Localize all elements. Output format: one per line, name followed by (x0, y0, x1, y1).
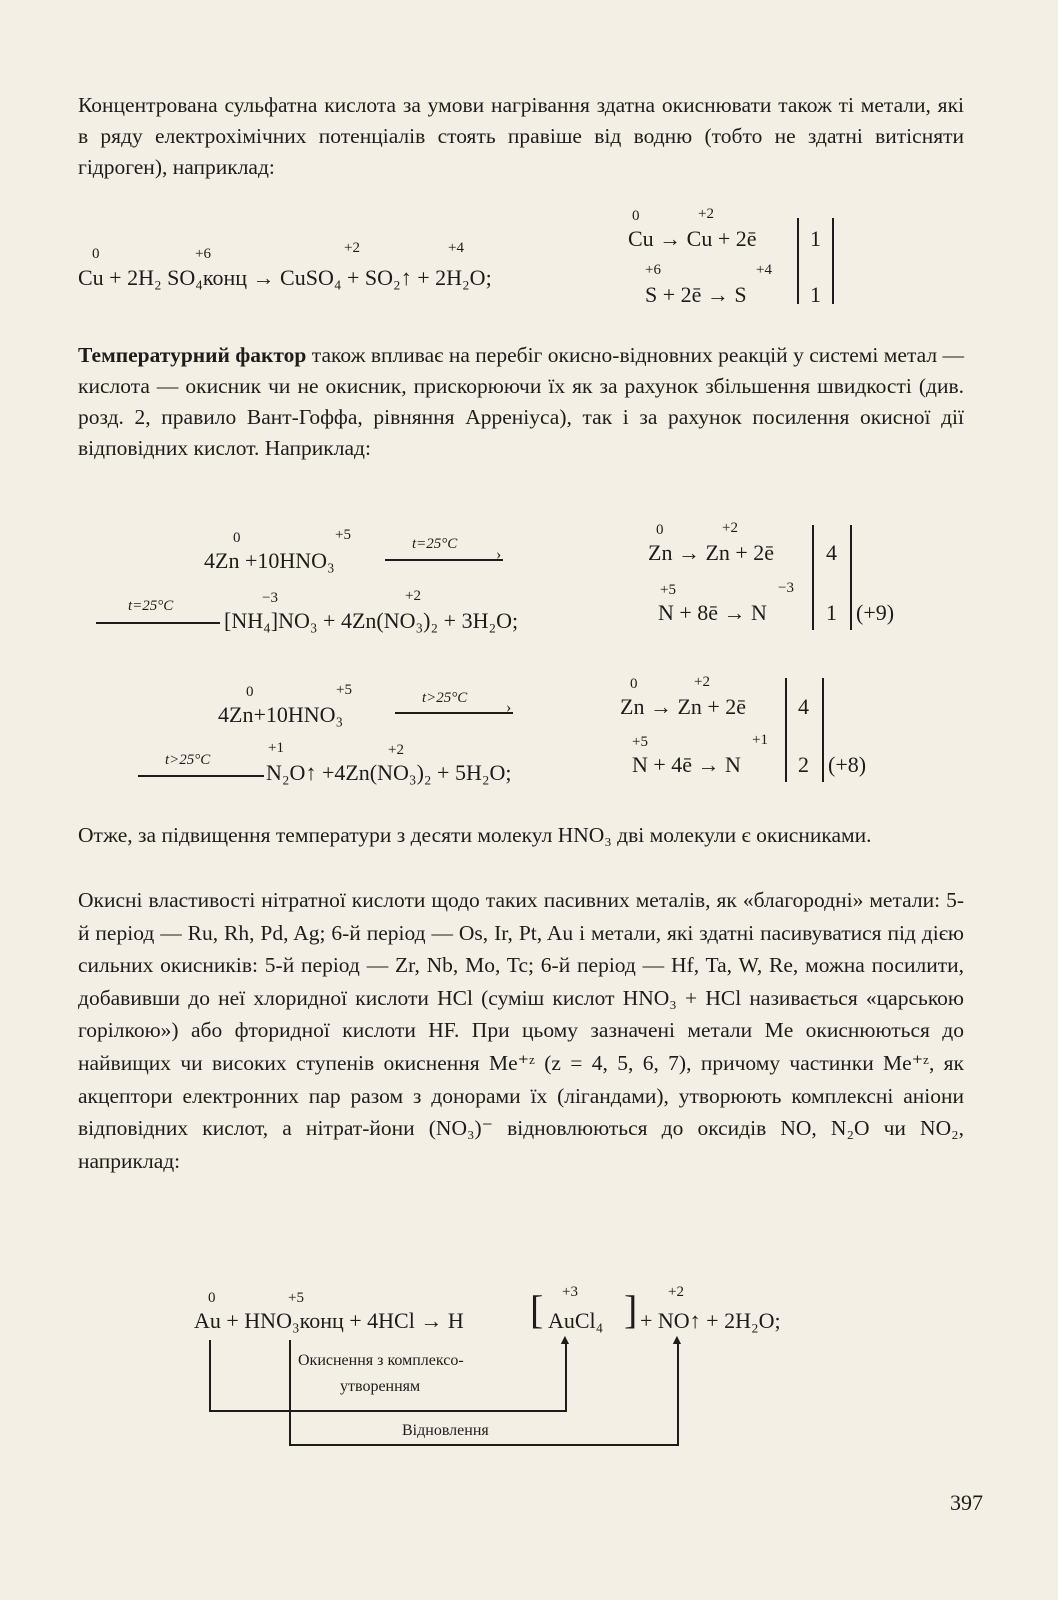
ox-state: +5 (660, 582, 676, 598)
ox-state: +2 (698, 206, 714, 222)
ox-state: +2 (405, 588, 421, 604)
ox-state: +2 (344, 240, 360, 256)
ox-state: −3 (778, 580, 794, 596)
ox-state: 0 (630, 676, 638, 692)
ox-state: +2 (668, 1284, 684, 1300)
bold-term: Температурний фактор (78, 343, 307, 367)
reduction-label: Відновлення (402, 1422, 489, 1439)
electron-total: (+8) (828, 752, 867, 777)
ox-state: +3 (562, 1284, 578, 1300)
oxidation-label: Окиснення з комплексо- (298, 1352, 464, 1369)
ox-state: +5 (336, 682, 352, 698)
ox-state: 0 (246, 684, 254, 700)
divider (812, 525, 814, 630)
half-reaction: Zn → Zn + 2ē (620, 694, 747, 719)
equation-main: Cu + 2H₂ SO₄конц → CuSO₄ + SO₂↑ + 2H₂O; (78, 265, 492, 290)
half-reaction: S + 2ē → S (645, 282, 747, 307)
electron-total: (+9) (856, 600, 895, 625)
ox-state: +5 (288, 1290, 304, 1306)
ox-state: +4 (756, 262, 772, 278)
ox-state: 0 (632, 208, 640, 224)
coefficient: 1 (810, 226, 821, 251)
paragraph-4: Окисні властивості нітратної кислоти щодо таких пасивних металів, як «благородні» метали: 5-й період — Ru, Rh, Pd, Ag; 6-й період — Os, Ir, Pt, Au і метали, які здатні пасивуватися під дією сильних окисників: 5-й період — Zr, Nb, Mo, Tc; 6-й період — Hf, Ta, W, Re, можна посилити, добавивши до неї хлоридної кислоти HCl (суміш кислот HNO₃ + HCl називається «царською горілкою») або фторидної кислоти HF. При цьому зазначені метали Me окиснюються до найвищих чи високих ступенів окиснення Me⁺ᶻ (z = 4, 5, 6, 7), причому частинки Me⁺ᶻ, як акцептори електронних пар разом з донорами їх (лігандами), утворюють комплексні аніони відповідних кислот, а нітрат-йони (NO₃)⁻ відновлюються до оксидів NO, N₂O чи NO₂, наприклад: (78, 888, 964, 1173)
ox-state: +1 (752, 732, 768, 748)
paragraph-2-text: також впливає на перебіг окисно-відновних реакцій у системі метал — кислота — окисник чи не окисник, прискорюючи їх як за рахунок збільшення швидкості (див. розд. 2, правило Вант-Гоффа, рівняння Арреніуса), так і за рахунок посилення окисної дії відповідних кислот. Наприклад: (78, 343, 965, 460)
ox-state: +2 (694, 674, 710, 690)
ox-state: +2 (722, 520, 738, 536)
condition-label: t=25°C (412, 536, 458, 552)
condition-label: t=25°C (128, 598, 174, 614)
coefficient: 1 (826, 600, 837, 625)
ox-state: 0 (233, 530, 241, 546)
reaction-arrow (395, 712, 513, 714)
ox-state: +6 (645, 262, 661, 278)
equation-left: 4Zn+10HNO₃ (218, 702, 344, 727)
divider (822, 678, 824, 782)
complex-anion: AuCl₄ (548, 1308, 604, 1333)
reaction-arrow (138, 775, 264, 777)
oxidation-label-2: утворенням (340, 1378, 421, 1395)
equation-right: N₂O↑ +4Zn(NO₃)₂ + 5H₂O; (266, 760, 512, 785)
paragraph-1: Концентрована сульфатна кислота за умови нагрівання здатна окиснювати також ті метали, які в ряду електрохімічних потенціалів стоять правіше від водню (тобто не здатні витісняти гідроген), наприклад: (78, 93, 964, 179)
equation-main: Au + HNO₃конц + 4HCl → H (194, 1308, 464, 1333)
reaction-arrow (96, 622, 220, 624)
coefficient: 4 (798, 694, 809, 719)
equation-right: [NH₄]NO₃ + 4Zn(NO₃)₂ + 3H₂O; (224, 608, 519, 633)
ox-state: +4 (448, 240, 464, 256)
half-reaction: N + 4ē → N (632, 752, 741, 777)
ox-state: 0 (208, 1290, 216, 1306)
ox-state: 0 (656, 522, 664, 538)
ox-state: +1 (268, 740, 284, 756)
ox-state: +6 (195, 246, 211, 262)
page-number: 397 (950, 1490, 983, 1515)
equation-products: + NO↑ + 2H₂O; (640, 1308, 781, 1333)
ox-state: −3 (262, 590, 278, 606)
divider (832, 218, 834, 304)
condition-label: t>25°C (422, 690, 468, 706)
half-reaction: N + 8ē → N (658, 600, 767, 625)
divider (785, 678, 787, 782)
coefficient: 2 (798, 752, 809, 777)
half-reaction: Zn → Zn + 2ē (648, 540, 775, 565)
half-reaction: Cu → Cu + 2ē (628, 226, 757, 251)
textbook-page: Концентрована сульфатна кислота за умови нагрівання здатна окиснювати також ті метали, які в ряду електрохімічних потенціалів стоять правіше від водню (тобто не здатні витісняти гідроген), наприклад: 0 +6 +2 +4 Cu + 2H₂ SO₄конц → CuSO₄ + SO₂↑ + 2H₂O; 0 +2 Cu → Cu + 2ē 1 +6 +4 S + 2ē → S 1 Температурний фактор також впливає на перебіг окисно-відновних реакцій у системі метал — кислота — окисник чи не окисник, прискорюючи їх як за рахунок збільшення швидкості (див. розд. 2, правило Вант-Гоффа, рівняння Арреніуса), так і за рахунок посилення окисної дії відповідних кислот. Наприклад: 0 +5 4Zn +10HNO₃ t=25°C › t=25°C −3 +2 [NH₄]NO₃ + 4Zn(NO₃)₂ + 3H₂O; 0 +2 Zn → Zn + 2ē 4 +5 −3 N + 8ē → N 1 (+9) 0 +5 4Zn+10HNO₃ t>25°C › t>25°C +1 +2 N₂O↑ +4Zn(NO₃)₂ + 5H₂O; 0 +2 Zn → Zn + 2ē 4 +5 +1 N + 4ē → N 2 (+8) Отже, за підвищення температури з десяти молекул HNO₃ дві молекули є окисниками. Окисні властивості нітратної кислоти щодо таких пасивних металів, як «благородні» метали: 5-й період — Ru, Rh, Pd, Ag; 6-й період — Os, Ir, Pt, Au і метали, які здатні пасивуватися під дією сильних окисників: 5-й період — Zr, Nb, Mo, Tc; 6-й період — Hf, Ta, W, Re, можна посилити, добавивши до неї хлоридної кислоти HCl (суміш кислот HNO₃ + HCl називається «царською горілкою») або фторидної кислоти HF. При цьому зазначені метали Me окиснюються до найвищих чи високих ступенів окиснення Me⁺ᶻ (z = 4, 5, 6, 7), причому частинки Me⁺ᶻ, як акцептори електронних пар разом з донорами їх (лігандами), утворюють комплексні аніони відповідних кислот, а нітрат-йони (NO₃)⁻ відновлюються до оксидів NO, N₂O чи NO₂, наприклад: 0 +5 +3 +2 Au + HNO₃конц + 4HCl → H [ AuCl₄ ] + NO↑ + 2H₂O; ▲ Окиснення з комплексо- утворенням ▲ Відновлення 397 (0, 0, 1058, 1600)
equation-left: 4Zn +10HNO₃ (204, 548, 335, 573)
paragraph-2 (78, 340, 964, 464)
divider (797, 218, 799, 304)
divider (850, 525, 852, 630)
coefficient: 1 (810, 282, 821, 307)
condition-label: t>25°C (165, 752, 211, 768)
paragraph-3: Отже, за підвищення температури з десяти молекул HNO₃ дві молекули є окисниками. (78, 823, 872, 847)
ox-state: +5 (632, 734, 648, 750)
ox-state: 0 (92, 246, 100, 262)
coefficient: 4 (826, 540, 837, 565)
ox-state: +5 (335, 527, 351, 543)
reaction-arrow (385, 559, 503, 561)
ox-state: +2 (388, 742, 404, 758)
